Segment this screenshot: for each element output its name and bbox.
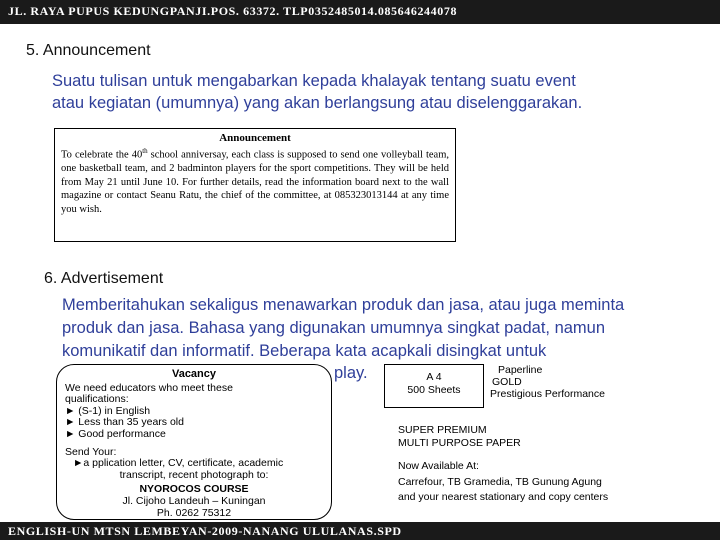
paper-brand bbox=[490, 364, 605, 400]
vacancy-phone: Ph. 0262 75312 bbox=[156, 506, 232, 519]
vacancy-send-line2: transcript, recent photograph to: bbox=[119, 468, 269, 481]
header-bar bbox=[0, 0, 720, 24]
vacancy-requirement-age: ► Less than 35 years old bbox=[65, 416, 184, 429]
paper-availability-line3: and your nearest stationary and copy centers bbox=[398, 491, 609, 503]
paper-availability-line2: Carrefour, TB Gramedia, TB Gunung Agung bbox=[398, 475, 602, 488]
section5-definition-line1: Suatu tulisan untuk mengabarkan kepada khalayak tentang suatu event bbox=[52, 72, 576, 90]
vacancy-intro-line2: qualifications: bbox=[65, 393, 129, 406]
section6-heading-word: Advertisement bbox=[60, 270, 164, 287]
announcement-title: Announcement bbox=[219, 132, 291, 144]
paper-size-box bbox=[384, 364, 484, 408]
paper-product-line2: MULTI PURPOSE PAPER bbox=[398, 436, 521, 449]
section6-line4-tail: play. bbox=[334, 364, 368, 382]
section6-line1: Memberitahukan sekaligus menawarkan produk dan jasa, atau juga meminta bbox=[62, 296, 625, 314]
announcement-body-rest: school anniversay, each class is supposed to send one volleyball team, one basketball team, and 2 badminton players for the sport competitions. They will be held from May 21 until June 10. For further details, read the information board next to the wall magazine or contact Seanu Ratu, the chief of the committee, at 085323013144 at any time you wish. bbox=[61, 149, 449, 215]
paper-product-line1: SUPER PREMIUM bbox=[398, 424, 487, 436]
paper-brand-line3: Prestigious Performance bbox=[490, 388, 605, 400]
section6-line3: komunikatif dan informatif. Beberapa kata acapkali disingkat untuk bbox=[62, 342, 547, 360]
vacancy-send-line1: ►a pplication letter, CV, certificate, academic bbox=[73, 457, 284, 470]
header-address: JL. RAYA PUPUS KEDUNGPANJI.POS. 63372. TLP0352485014.085646244078 bbox=[8, 4, 458, 18]
paper-brand-line1: Paperline bbox=[498, 364, 543, 376]
announcement-body-start: To celebrate the 40 bbox=[61, 149, 143, 161]
announcement-body-sup: th bbox=[142, 147, 148, 155]
paper-availability bbox=[398, 460, 608, 504]
paper-size: A 4 bbox=[426, 371, 442, 383]
vacancy-requirement-performance: ► Good performance bbox=[65, 427, 166, 440]
vacancy-send-label: Send Your: bbox=[65, 445, 117, 458]
section5-definition-line2: atau kegiatan (umumnya) yang akan berlangsung atau diselenggarakan. bbox=[52, 94, 583, 112]
paper-availability-line1: Now Available At: bbox=[398, 460, 479, 472]
vacancy-requirement-degree: ► (S-1) in English bbox=[65, 404, 151, 417]
footer-bar bbox=[0, 522, 720, 540]
paper-product bbox=[398, 424, 521, 449]
section6-heading-num: 6. bbox=[44, 270, 61, 287]
announcement-example-box bbox=[54, 128, 456, 242]
vacancy-title: Vacancy bbox=[171, 368, 217, 380]
vacancy-intro-line1: We need educators who meet these bbox=[65, 381, 233, 394]
announcement-body bbox=[61, 145, 449, 216]
paper-brand-line2: GOLD bbox=[492, 376, 522, 388]
section6-heading bbox=[44, 270, 163, 288]
vacancy-organization: NYOROCOS COURSE bbox=[139, 483, 249, 496]
footer-text: ENGLISH-UN MTSN LEMBEYAN-2009-NANANG ULULANAS.SPD bbox=[8, 524, 402, 538]
section6-line2: produk dan jasa. Bahasa yang digunakan umumnya singkat padat, namun bbox=[62, 319, 606, 337]
vacancy-address: Jl. Cijoho Landeuh – Kuningan bbox=[122, 494, 266, 507]
vacancy-ad-box bbox=[56, 364, 332, 520]
section5-heading: 5. Announcement bbox=[26, 42, 151, 59]
paper-sheets: 500 Sheets bbox=[407, 384, 461, 396]
